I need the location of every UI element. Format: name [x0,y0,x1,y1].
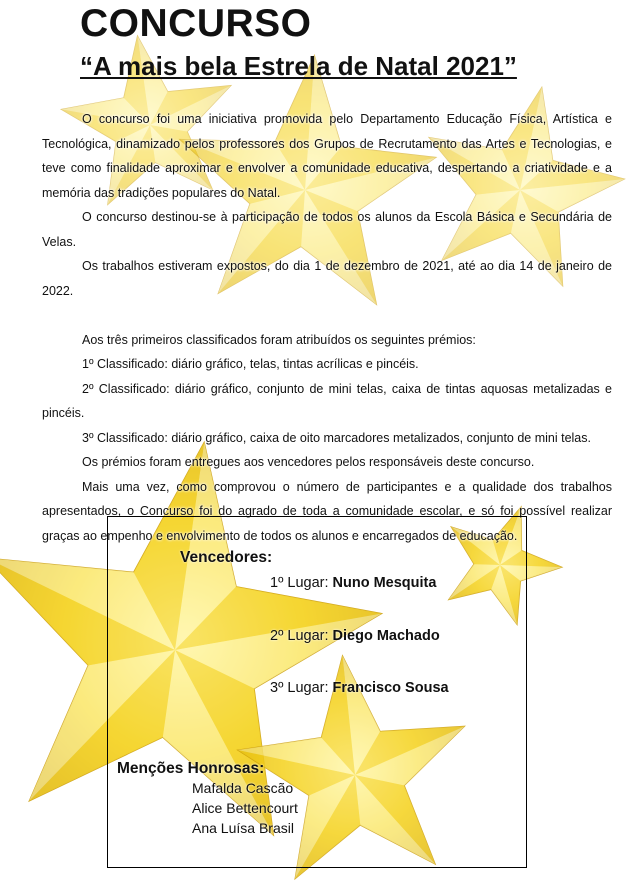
winner-name: Diego Machado [332,628,440,644]
page-title: CONCURSO [80,2,312,45]
winners-heading: Vencedores: [180,549,273,566]
winner-place: 2º Lugar: [270,628,333,644]
winner-name: Nuno Mesquita [332,575,437,591]
prize-third: 3º Classificado: diário gráfico, caixa de oito marcadores metalizados, conjunto de mini telas. [82,430,591,445]
winner-third [270,680,449,696]
paragraph-exhibition: Os trabalhos estiveram expostos, do dia 1 de dezembro de 2021, até ao dia 14 de janeiro de 2022. [42,259,612,298]
winners-box [107,516,527,868]
body-text [42,107,612,548]
paragraph-prizes: Aos três primeiros classificados foram atribuídos os seguintes prémios: [82,332,476,347]
mention-item: Alice Bettencourt [192,800,298,816]
winner-first [270,575,436,591]
paragraph-intro: O concurso foi uma iniciativa promovida pelo Departamento Educação Física, Artística e Tecnológica, dinamizado pelos professores dos Grupos de Recrutamento das Artes e Tecnologias, e teve como finalidade aproximar e envolver a comunidade educativa, despertando a criatividade e a memória das tradições populares do Natal. [42,112,612,200]
winner-name: Francisco Sousa [332,680,449,696]
mention-item: Ana Luísa Brasil [192,820,294,836]
paragraph-closing: Mais uma vez, como comprovou o número de participantes e a qualidade dos trabalhos apresentados, o Concurso foi do agrado de toda a comunidade escolar, e só foi possível realizar graças ao empenho e envolvimento de todos os alunos e encarregados de educação. [42,479,612,543]
winner-place: 3º Lugar: [270,680,333,696]
winner-place: 1º Lugar: [270,575,333,591]
prize-first: 1º Classificado: diário gráfico, telas, tintas acrílicas e pincéis. [82,357,419,371]
paragraph-participants: O concurso destinou-se à participação de todos os alunos da Escola Básica e Secundária de Velas. [42,210,612,249]
page-subtitle: “A mais bela Estrela de Natal 2021” [80,51,517,81]
paragraph-delivery: Os prémios foram entregues aos vencedores pelos responsáveis deste concurso. [82,455,535,469]
mentions-heading: Menções Honrosas: [117,760,265,777]
prize-second: 2º Classificado: diário gráfico, conjunto de mini telas, caixa de tintas aquosas metalizadas e pincéis. [42,381,612,420]
winner-second [270,628,440,644]
mention-item: Mafalda Cascão [192,780,294,796]
spacer [42,303,612,328]
